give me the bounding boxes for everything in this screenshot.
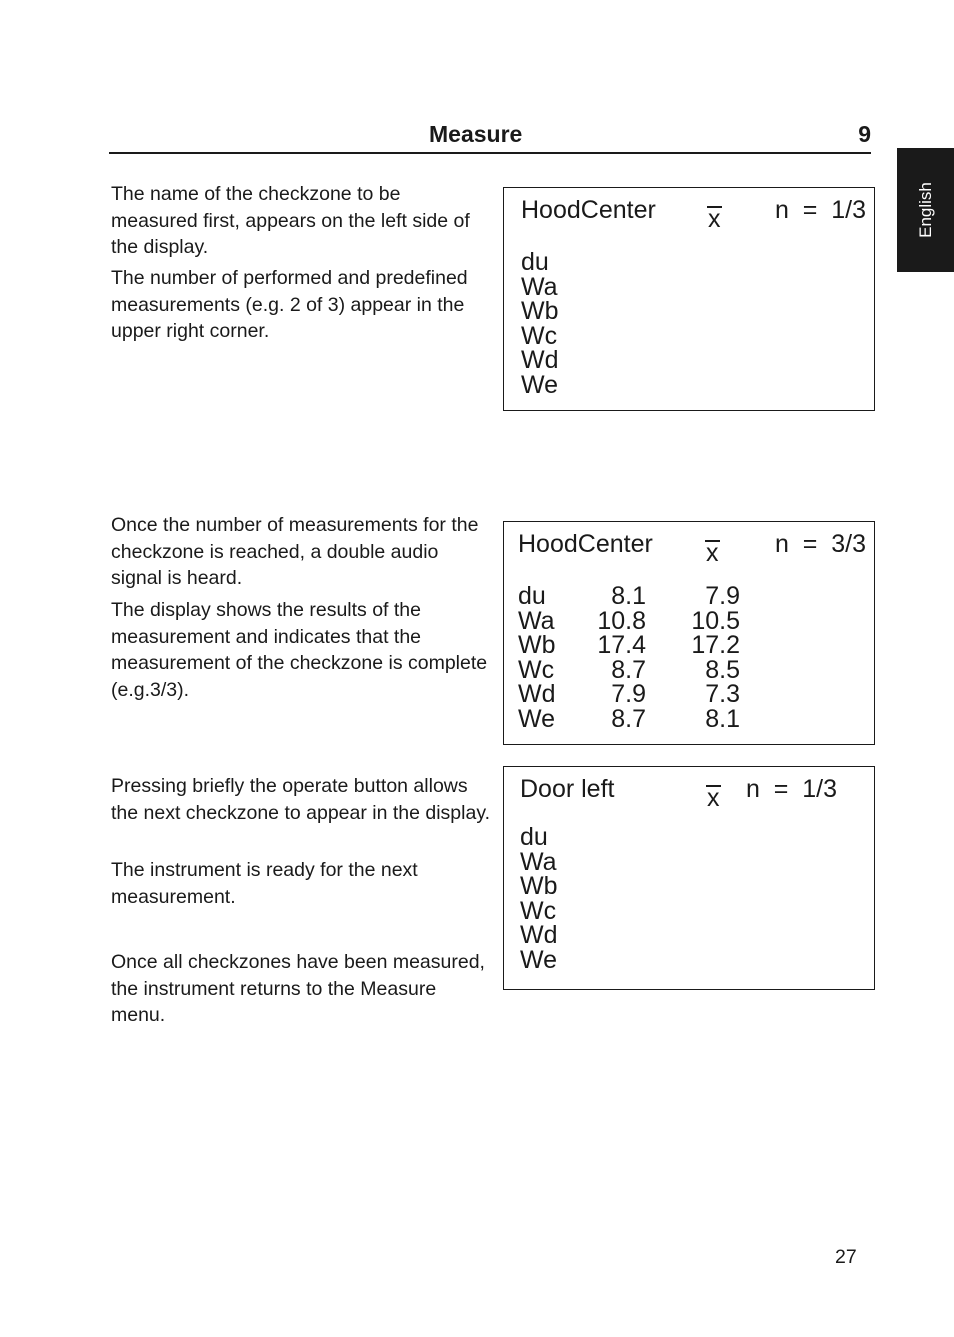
row-value: 8.1 — [611, 582, 646, 610]
checkzone-name: Door left — [520, 775, 615, 803]
row-label: Wa — [520, 847, 557, 876]
display-row — [518, 606, 740, 635]
paragraph: Once all checkzones have been measured, the instrument returns to the Measure menu. — [111, 951, 485, 1026]
instrument-display-2 — [503, 521, 875, 745]
measurement-count: n = 1/3 — [745, 775, 837, 803]
display-row — [518, 704, 740, 733]
mean-symbol: x — [708, 205, 721, 233]
mean-symbol: x — [707, 784, 720, 812]
display-row — [518, 655, 740, 684]
row-label: Wc — [521, 321, 558, 350]
row-label: Wb — [521, 297, 559, 325]
instrument-display-1 — [503, 187, 875, 411]
row-label: We — [520, 945, 558, 974]
paragraph: The name of the checkzone to be measured first, appears on the left side of the display. — [111, 183, 470, 258]
paragraph: The display shows the results of the measurement and indicates that the measurement of the checkzone is complete (e.g.3/3). — [111, 599, 488, 701]
row-label: Wa — [518, 606, 555, 635]
row-label: du — [518, 582, 546, 610]
row-value: 17.4 — [597, 631, 646, 659]
page-number: 27 — [835, 1246, 857, 1268]
row-label: We — [518, 704, 556, 733]
row-mean-value: 7.3 — [705, 680, 740, 708]
display-row — [518, 584, 740, 609]
chapter-number: 9 — [858, 121, 871, 147]
paragraph: The number of performed and predefined measurements (e.g. 2 of 3) appear in the upper right corner. — [111, 267, 468, 342]
measurement-count: n = 1/3 — [774, 196, 866, 224]
row-value: 10.8 — [597, 606, 646, 635]
page-header — [109, 118, 871, 154]
row-value: 8.7 — [611, 655, 646, 684]
language-tab — [897, 148, 954, 272]
row-label: Wb — [518, 631, 556, 659]
row-mean-value: 10.5 — [691, 606, 740, 635]
row-label: du — [521, 248, 549, 276]
row-label: Wc — [520, 896, 557, 925]
row-label: Wd — [521, 346, 559, 374]
measurement-count: n = 3/3 — [774, 530, 866, 558]
instrument-display-3 — [503, 766, 875, 990]
paragraph: The instrument is ready for the next measurement. — [111, 859, 418, 908]
row-mean-value: 8.5 — [705, 655, 740, 684]
display-row — [518, 682, 740, 707]
row-value: 8.7 — [611, 704, 646, 733]
paragraph: Once the number of measurements for the checkzone is reached, a double audio signal is heard. — [111, 514, 479, 589]
row-value: 7.9 — [611, 680, 646, 708]
row-label: We — [521, 370, 559, 399]
row-mean-value: 7.9 — [705, 582, 740, 610]
row-label: Wa — [521, 272, 558, 301]
row-label: Wd — [518, 680, 556, 708]
display-row — [518, 633, 740, 658]
checkzone-name: HoodCenter — [518, 530, 653, 558]
row-label: Wc — [518, 655, 555, 684]
mean-symbol: x — [706, 539, 719, 567]
language-tab-label: English — [915, 182, 935, 238]
row-label: du — [520, 823, 548, 851]
row-label: Wb — [520, 872, 558, 900]
checkzone-name: HoodCenter — [521, 196, 656, 224]
paragraph: Pressing briefly the operate button allows the next checkzone to appear in the display. — [111, 775, 491, 824]
row-label: Wd — [520, 921, 558, 949]
row-mean-value: 8.1 — [705, 704, 740, 733]
section-title: Measure — [429, 121, 523, 147]
row-mean-value: 17.2 — [691, 631, 740, 659]
